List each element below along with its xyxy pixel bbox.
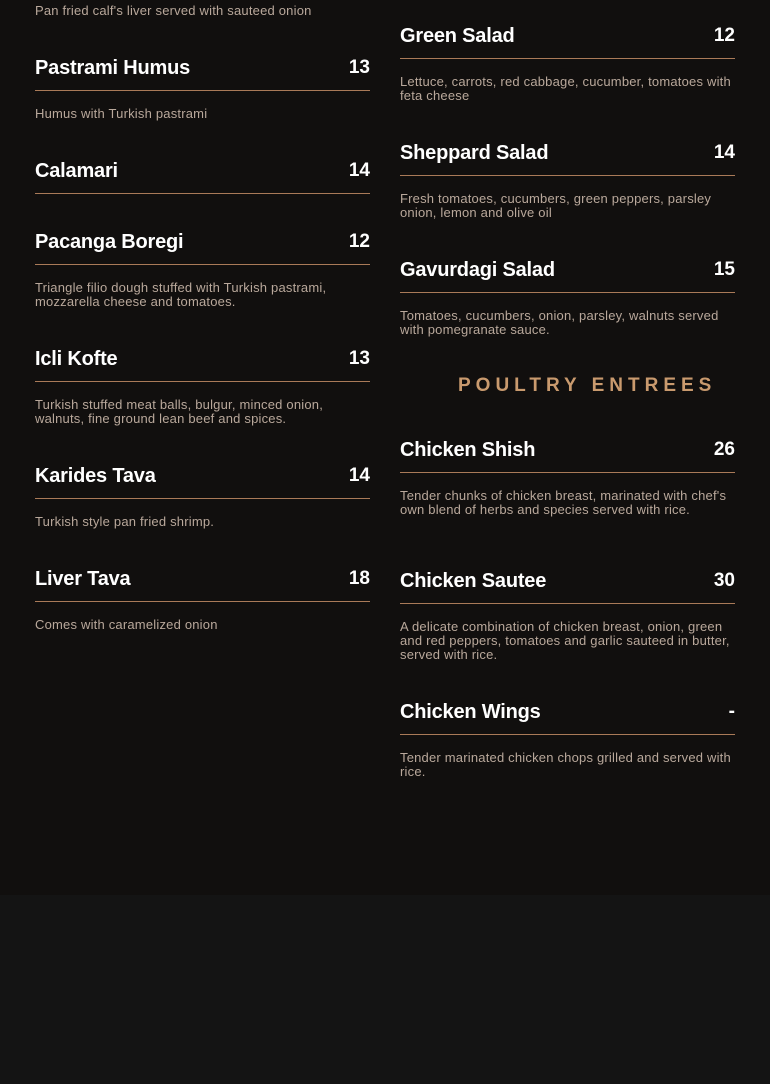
menu-item-green-salad [400, 24, 735, 59]
item-price: 15 [713, 259, 735, 280]
menu-item-chicken-sautee [400, 569, 735, 604]
footer-band [0, 895, 770, 1084]
section-title-poultry: POULTRY ENTREES [458, 375, 717, 396]
item-price: 14 [713, 142, 735, 163]
item-description: Triangle filio dough stuffed with Turkish pastrami, mozzarella cheese and tomatoes. [35, 280, 327, 309]
item-price: 14 [348, 465, 370, 486]
item-name: Chicken Shish [400, 439, 536, 461]
item-name: Green Salad [400, 25, 515, 47]
item-name: Icli Kofte [35, 348, 118, 370]
item-name: Chicken Sautee [400, 570, 547, 592]
item-price: 12 [348, 231, 370, 252]
item-name: Calamari [35, 160, 118, 182]
item-description: Comes with caramelized onion [35, 617, 218, 632]
item-description: Lettuce, carrots, red cabbage, cucumber, tomatoes with feta cheese [400, 74, 731, 103]
item-description: Turkish style pan fried shrimp. [35, 514, 215, 529]
menu-item-chicken-shish [400, 438, 735, 473]
menu-item-liver-tava [35, 567, 370, 602]
menu-item-icli-kofte [35, 347, 370, 382]
item-description: A delicate combination of chicken breast, onion, green and red peppers, tomatoes and garlic sauteed in butter, served with rice. [400, 619, 730, 662]
menu-item-sheppard-salad [400, 141, 735, 176]
item-name: Gavurdagi Salad [400, 259, 555, 281]
item-price: 30 [713, 570, 735, 591]
item-price: 26 [713, 439, 735, 460]
item-name: Liver Tava [35, 568, 131, 590]
item-price: - [728, 701, 735, 722]
item-name: Sheppard Salad [400, 142, 549, 164]
item-description: Humus with Turkish pastrami [35, 106, 208, 121]
menu-item-gavurdagi-salad [400, 258, 735, 293]
item-name: Chicken Wings [400, 701, 541, 723]
item-name: Karides Tava [35, 465, 156, 487]
item-price: 12 [713, 25, 735, 46]
item-description: Tender marinated chicken chops grilled and served with rice. [400, 750, 731, 779]
item-price: 18 [348, 568, 370, 589]
item-description: Tomatoes, cucumbers, onion, parsley, walnuts served with pomegranate sauce. [400, 308, 719, 337]
item-description: Tender chunks of chicken breast, marinated with chef's own blend of herbs and species served with rice. [400, 488, 727, 517]
menu-item-karides-tava [35, 464, 370, 499]
menu-item-pastrami-humus [35, 56, 370, 91]
menu-item-calamari [35, 159, 370, 194]
item-price: 13 [348, 57, 370, 78]
item-description: Pan fried calf's liver served with sauteed onion [35, 3, 312, 18]
item-price: 13 [348, 348, 370, 369]
item-description: Fresh tomatoes, cucumbers, green peppers, parsley onion, lemon and olive oil [400, 191, 712, 220]
menu-item-chicken-wings [400, 700, 735, 735]
menu-item-pacanga-boregi [35, 230, 370, 265]
item-price: 14 [348, 160, 370, 181]
item-name: Pastrami Humus [35, 57, 191, 79]
item-description: Turkish stuffed meat balls, bulgur, minced onion, walnuts, fine ground lean beef and spices. [35, 397, 324, 426]
item-name: Pacanga Boregi [35, 231, 184, 253]
